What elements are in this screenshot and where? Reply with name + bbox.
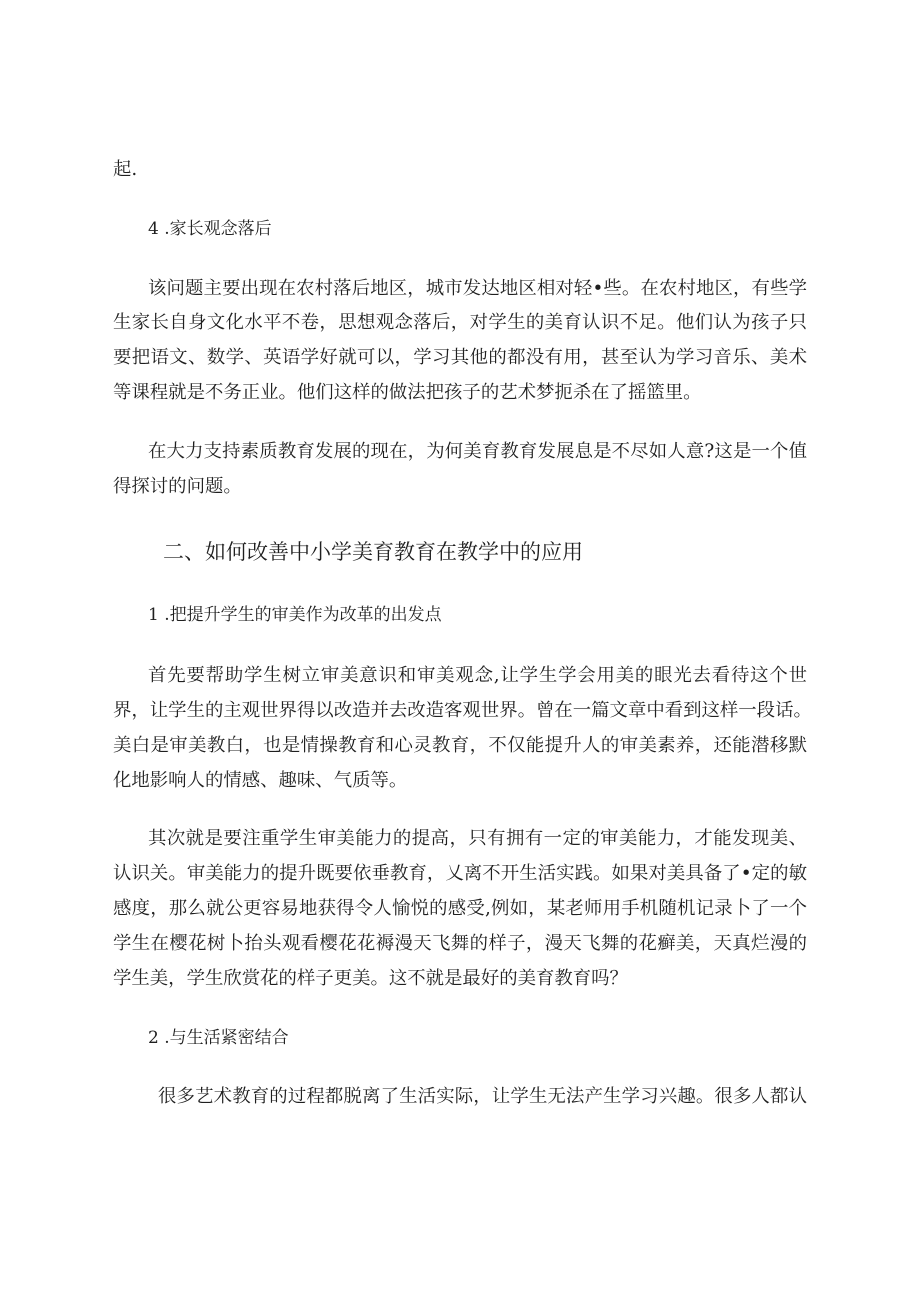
paragraph-line: 生家长自身文化水平不卷，思想观念落后，对学生的美育认识不足。他们认为孩子只 bbox=[113, 312, 807, 333]
paragraph-line: 该问题主要出现在农村落后地区，城市发达地区相对轻•些。在农村地区，有些学 bbox=[148, 278, 807, 299]
paragraph-line: 界，让学生的主观世界得以改造并去改造客观世界。曾在一篇文章中看到这样一段话。 bbox=[113, 700, 812, 721]
paragraph-line: 感度，那么就公更容易地获得令人愉悦的感受,例如，某老师用手机随机记录卜了一个 bbox=[113, 898, 807, 919]
paragraph-line: 首先要帮助学生树立审美意识和审美观念,让学生学会用美的眼光去看待这个世 bbox=[148, 665, 807, 686]
list-item-1 bbox=[148, 607, 442, 624]
paragraph-line: 化地影响人的情感、趣味、气质等。 bbox=[113, 770, 408, 791]
paragraph-line: 其次就是要注重学生审美能力的提高，只有拥有一定的审美能力，才能发现美、 bbox=[148, 828, 807, 849]
paragraph-line: 得探讨的问题。 bbox=[113, 476, 242, 497]
section-heading: 二、如何改善中小学美育教育在教学中的应用 bbox=[163, 540, 583, 564]
list-item-text: .家长观念落后 bbox=[164, 219, 272, 239]
list-item-text: .把提升学生的审美作为改革的出发点 bbox=[164, 605, 442, 625]
list-item-2 bbox=[148, 1030, 289, 1047]
paragraph-line: 在大力支持素质教育发展的现在，为何美育教育发展息是不尽如人意?这是一个值 bbox=[148, 441, 807, 462]
list-number: 1 bbox=[148, 605, 159, 625]
list-number: 4 bbox=[148, 219, 159, 239]
paragraph-line: 学生在樱花树卜抬头观看樱花花褥漫天飞舞的样子，漫天飞舞的花癣美，天真烂漫的 bbox=[113, 933, 807, 954]
paragraph-line: 学生美，学生欣赏花的样子更美。这不就是最好的美育教育吗？ bbox=[113, 968, 628, 989]
paragraph-continuation: 起. bbox=[113, 159, 138, 180]
list-item-4 bbox=[148, 221, 272, 238]
paragraph-line: 要把语文、数学、英语学好就可以，学习其他的都没有用，甚至认为学习音乐、美术 bbox=[113, 347, 807, 368]
paragraph-line: 等课程就是不务正业。他们这样的做法把孩子的艺术梦扼杀在了摇篮里。 bbox=[113, 382, 702, 403]
list-item-text: .与生活紧密结合 bbox=[164, 1028, 289, 1048]
paragraph-line: 很多艺术教育的过程都脱离了生活实际，让学生无法产生学习兴趣。很多人都认 bbox=[158, 1086, 807, 1107]
paragraph-line: 美白是审美教白，也是情操教育和心灵教育，不仅能提升人的审美素养，还能潜移默 bbox=[113, 735, 807, 756]
list-number: 2 bbox=[148, 1028, 159, 1048]
paragraph-line: 认识关。审美能力的提升既要依垂教育，乂离不开生活实践。如果对美具备了•定的敏 bbox=[113, 863, 807, 884]
